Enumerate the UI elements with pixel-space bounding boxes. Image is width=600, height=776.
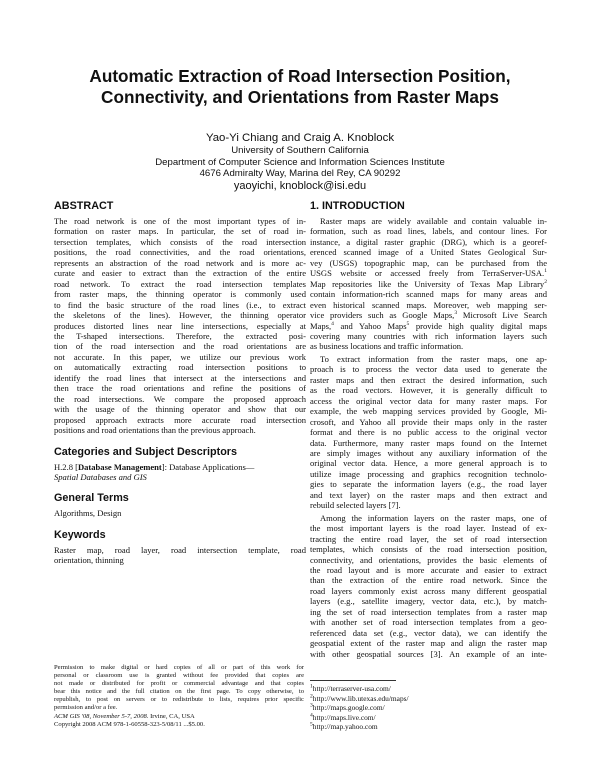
categories-heading: Categories and Subject Descriptors xyxy=(54,445,237,458)
footnote-marker: 2 xyxy=(544,278,547,285)
paper-title xyxy=(40,66,560,108)
categories-text xyxy=(54,462,306,483)
keywords-text xyxy=(54,545,306,566)
abstract-line: on automatically extracting road intersection positions to xyxy=(54,362,306,373)
abstract-line: with the usage of the thinning operator and show that our xyxy=(54,404,306,415)
intro-text: vice providers such as Google Maps, xyxy=(310,310,455,321)
intro-line xyxy=(310,321,547,331)
abstract-line: represents an abstraction of the road network and is more ac- xyxy=(54,257,306,268)
permission-line: bear this notice and the full citation on the first page. To copy otherwise, to xyxy=(54,688,304,696)
intro-line: as the road vectors. However, it is generally difficult to xyxy=(310,385,547,396)
intro-line: connectivity, and orientations, provides the basic elements of xyxy=(310,554,547,565)
intro-text: Maps, xyxy=(310,320,332,331)
intro-line: with another set of road intersection templates from a geo- xyxy=(310,617,547,628)
introduction-heading: 1. INTRODUCTION xyxy=(310,200,405,212)
category-code: H.2.8 [ xyxy=(54,461,78,472)
footnote-marker: 4 xyxy=(331,320,334,327)
intro-line: the most important layers is the road layer. Instead of ex- xyxy=(310,523,547,534)
intro-line: utilize image processing and graphics recognition technolo- xyxy=(310,468,547,479)
intro-line: the road layout and is more accurate and easier to extract xyxy=(310,564,547,575)
intro-line: access the original vector data for many raster maps. For xyxy=(310,395,547,406)
abstract-line: identify the road lines that intersect at the intersections and xyxy=(54,372,306,383)
intro-line: format and there is no public access to the original vector xyxy=(310,427,547,438)
footnote xyxy=(310,703,547,713)
abstract-line: then trace the road orientations and refine the positions of xyxy=(54,383,306,394)
conference-location: Irvine, CA, USA xyxy=(148,712,195,720)
abstract-line: curate and easier to extract than the extraction of the entire xyxy=(54,268,306,279)
intro-line xyxy=(310,226,547,236)
intro-line: layers (e.g., satellite imagery, vector data, etc.), by match- xyxy=(310,596,547,607)
intro-line: with other geospatial sources [3]. An example of an inte- xyxy=(310,648,547,659)
intro-line: road layers commonly exist across many different geospatial xyxy=(310,585,547,596)
permission-line: not made or distributed for profit or commercial advantage and that copies xyxy=(54,680,304,688)
intro-text: and Yahoo Maps xyxy=(333,320,407,331)
permission-text xyxy=(54,664,304,713)
footnote-url: http://maps.live.com/ xyxy=(312,712,376,722)
intro-line: referenced data set (e.g., vector data), we can identify the xyxy=(310,627,547,638)
footnotes xyxy=(310,684,547,732)
abstract-line: to find the basic structure of the road lines (i.e., to extract xyxy=(54,299,306,310)
abstract-line: the road intersections. We compare the proposed approach xyxy=(54,393,306,404)
title-line: Automatic Extraction of Road Intersection Position, xyxy=(89,66,511,86)
abstract-line: from raster maps, the thinning operator is commonly used xyxy=(54,289,306,300)
abstract-line: produces distorted lines near line intersections, especially at xyxy=(54,320,306,331)
affiliation-line: Department of Computer Science and Information Sciences Institute xyxy=(155,156,445,168)
footnote-number: 1 xyxy=(310,683,313,690)
intro-line: Among the information layers on the raster maps, one of xyxy=(320,512,547,523)
intro-text: USGS website or accessed freely from TerraServer-USA. xyxy=(310,268,545,279)
abstract-line: not accurate. In this paper, we utilize our previous work xyxy=(54,351,306,362)
affiliation-line: 4676 Admiralty Way, Marina del Rey, CA 90292 xyxy=(199,168,401,180)
abstract-line: tersection templates, which consists of the road intersection xyxy=(54,236,306,247)
intro-paragraph-2 xyxy=(310,354,547,511)
left-column xyxy=(54,200,306,566)
abstract-text xyxy=(54,216,306,436)
footnote-url: http://terraserver-usa.com/ xyxy=(312,684,391,693)
category-main: Database Management xyxy=(77,461,162,472)
footnote-marker: 3 xyxy=(454,310,458,317)
abstract-heading: ABSTRACT xyxy=(54,200,114,212)
permission-line: republish, to post on servers or to redistribute to lists, requires prior specific xyxy=(54,696,304,704)
intro-text: even historical scanned maps. Moreover, web mapping ser- xyxy=(310,299,547,310)
intro-line: data. Furthermore, many raster maps found on the Internet xyxy=(310,437,547,448)
intro-line: gies to separate the information layers (e.g., the road layer xyxy=(310,479,547,490)
intro-line: geospatial extent of the raster map and align the raster map xyxy=(310,638,547,649)
keywords-line: Raster map, road layer, road intersection template, road xyxy=(54,544,306,555)
footnote-number: 3 xyxy=(310,702,313,709)
abstract-line: positions, the road connectivities, and the road orientations, xyxy=(54,247,306,258)
abstract-line: the T-shaped intersections. Therefore, the extracted posi- xyxy=(54,330,306,341)
intro-line xyxy=(310,289,547,299)
intro-line: example, the web mapping services provided by Google, Mi- xyxy=(310,406,547,417)
keywords-heading: Keywords xyxy=(54,528,106,541)
permission-line: permission and/or a fee. xyxy=(54,704,118,712)
intro-text: erenced scanned image of a United States Geological Sur- xyxy=(310,247,547,258)
copyright-line: Copyright 2008 ACM 978-1-60558-323-5/08/11 ...$5.00. xyxy=(54,720,205,728)
permission-notice xyxy=(54,664,304,729)
title-line: Connectivity, and Orientations from Raster Maps xyxy=(101,87,499,107)
intro-text: provide high quality digital maps xyxy=(409,320,547,331)
intro-line: are simply images without any auxiliary information of the xyxy=(310,447,547,458)
intro-line xyxy=(310,279,547,289)
intro-text: formation, such as road lines, labels, and contour lines. For xyxy=(310,226,547,237)
footnote-marker: 5 xyxy=(406,320,410,327)
footnote-number: 5 xyxy=(310,721,313,728)
intro-line xyxy=(310,268,547,278)
footnote xyxy=(310,684,547,694)
intro-line xyxy=(310,237,547,247)
intro-text: contain information-rich scanned maps for many areas and xyxy=(310,289,547,300)
footnote-rule xyxy=(310,680,396,681)
abstract-line: proposed approach extracts more accurate road intersection xyxy=(54,414,306,425)
general-terms-heading: General Terms xyxy=(54,492,129,505)
intro-line xyxy=(310,258,547,268)
footnote-url: http://maps.google.com/ xyxy=(312,703,385,713)
intro-line: templates, which consists of the road intersection position, xyxy=(310,544,547,555)
intro-line xyxy=(310,247,547,257)
footnote-number: 4 xyxy=(310,712,313,719)
conference-line xyxy=(54,713,304,721)
intro-text: Microsoft Live Search xyxy=(457,310,547,321)
intro-text: Raster maps are widely available and contain valuable in- xyxy=(320,216,547,226)
general-terms-text: Algorithms, Design xyxy=(54,508,122,519)
abstract-line: the skeletons of the lines). However, the thinning operator xyxy=(54,310,306,321)
intro-line xyxy=(310,216,547,226)
footnote-url: http://map.yahoo.com xyxy=(312,722,378,732)
footnote xyxy=(310,713,547,723)
permission-line: Permission to make digital or hard copies of all or part of this work for xyxy=(54,664,304,671)
author-names: Yao-Yi Chiang and Craig A. Knoblock xyxy=(205,132,395,144)
right-column xyxy=(310,200,547,659)
category-rest: ]: Database Applications— xyxy=(161,461,255,472)
permission-line: personal or classroom use is granted without fee provided that copies are xyxy=(54,672,304,680)
abstract-line: road network. To extract the road intersection templates xyxy=(54,278,306,289)
author-block xyxy=(100,131,500,193)
footnote-url: http://www.lib.utexas.edu/maps/ xyxy=(312,693,409,703)
abstract-line: formation on raster maps. In particular, the set of road in- xyxy=(54,226,306,237)
intro-line: original vector data. Hence, a more general approach is to xyxy=(310,458,547,469)
intro-line: than the extraction of the entire road network. Since the xyxy=(310,575,547,586)
intro-line: tracting the entire road layer, the set of road intersection xyxy=(310,533,547,544)
intro-text: instance, a digital raster graphic (DRG), which is a georef- xyxy=(310,236,547,247)
intro-line: To extract information from the raster maps, one ap- xyxy=(320,353,547,364)
intro-text: covering many countries with rich information layers such xyxy=(310,330,547,341)
footnote xyxy=(310,694,547,704)
abstract-line: positions and road orientations than the previous approach. xyxy=(54,425,256,436)
intro-line: proach is to process the vector data used to generate the xyxy=(310,364,547,375)
category-sub: Spatial Databases and GIS xyxy=(54,471,147,482)
abstract-line: tion of the road intersection and the road orientations are xyxy=(54,341,306,352)
author-email: yaoyichi, knoblock@isi.edu xyxy=(233,179,367,192)
intro-line: and text layer) on the raster maps and then extract and xyxy=(310,489,547,500)
intro-text: vey (USGS) topographic map, can be purchased from the xyxy=(310,257,547,268)
conference-name: ACM GIS '08, November 5-7, 2008. xyxy=(54,712,149,720)
footnote-marker: 1 xyxy=(544,268,547,275)
affiliation-line: University of Southern California xyxy=(231,145,369,156)
footnote-number: 2 xyxy=(310,693,313,700)
intro-line xyxy=(310,341,547,351)
intro-text: Map repositories like the University of Texas Map Library xyxy=(310,278,545,289)
keywords-line: orientation, thinning xyxy=(54,555,124,566)
intro-line xyxy=(310,300,547,310)
intro-line: raster maps and then extract the desired information, such xyxy=(310,374,547,385)
intro-line: ing the set of road intersection templates from a raster map xyxy=(310,606,547,617)
intro-text: as business locations and traffic information. xyxy=(310,341,464,352)
intro-line xyxy=(310,331,547,341)
footnote xyxy=(310,722,547,732)
intro-paragraph-3 xyxy=(310,513,547,659)
intro-line xyxy=(310,310,547,320)
intro-line: crosoft, and Yahoo all provide their maps only in the raster xyxy=(310,416,547,427)
abstract-line: The road network is one of the most important types of in- xyxy=(54,216,306,226)
intro-paragraph-1 xyxy=(310,216,547,352)
intro-line: rebuild selected layers [7]. xyxy=(310,500,401,511)
